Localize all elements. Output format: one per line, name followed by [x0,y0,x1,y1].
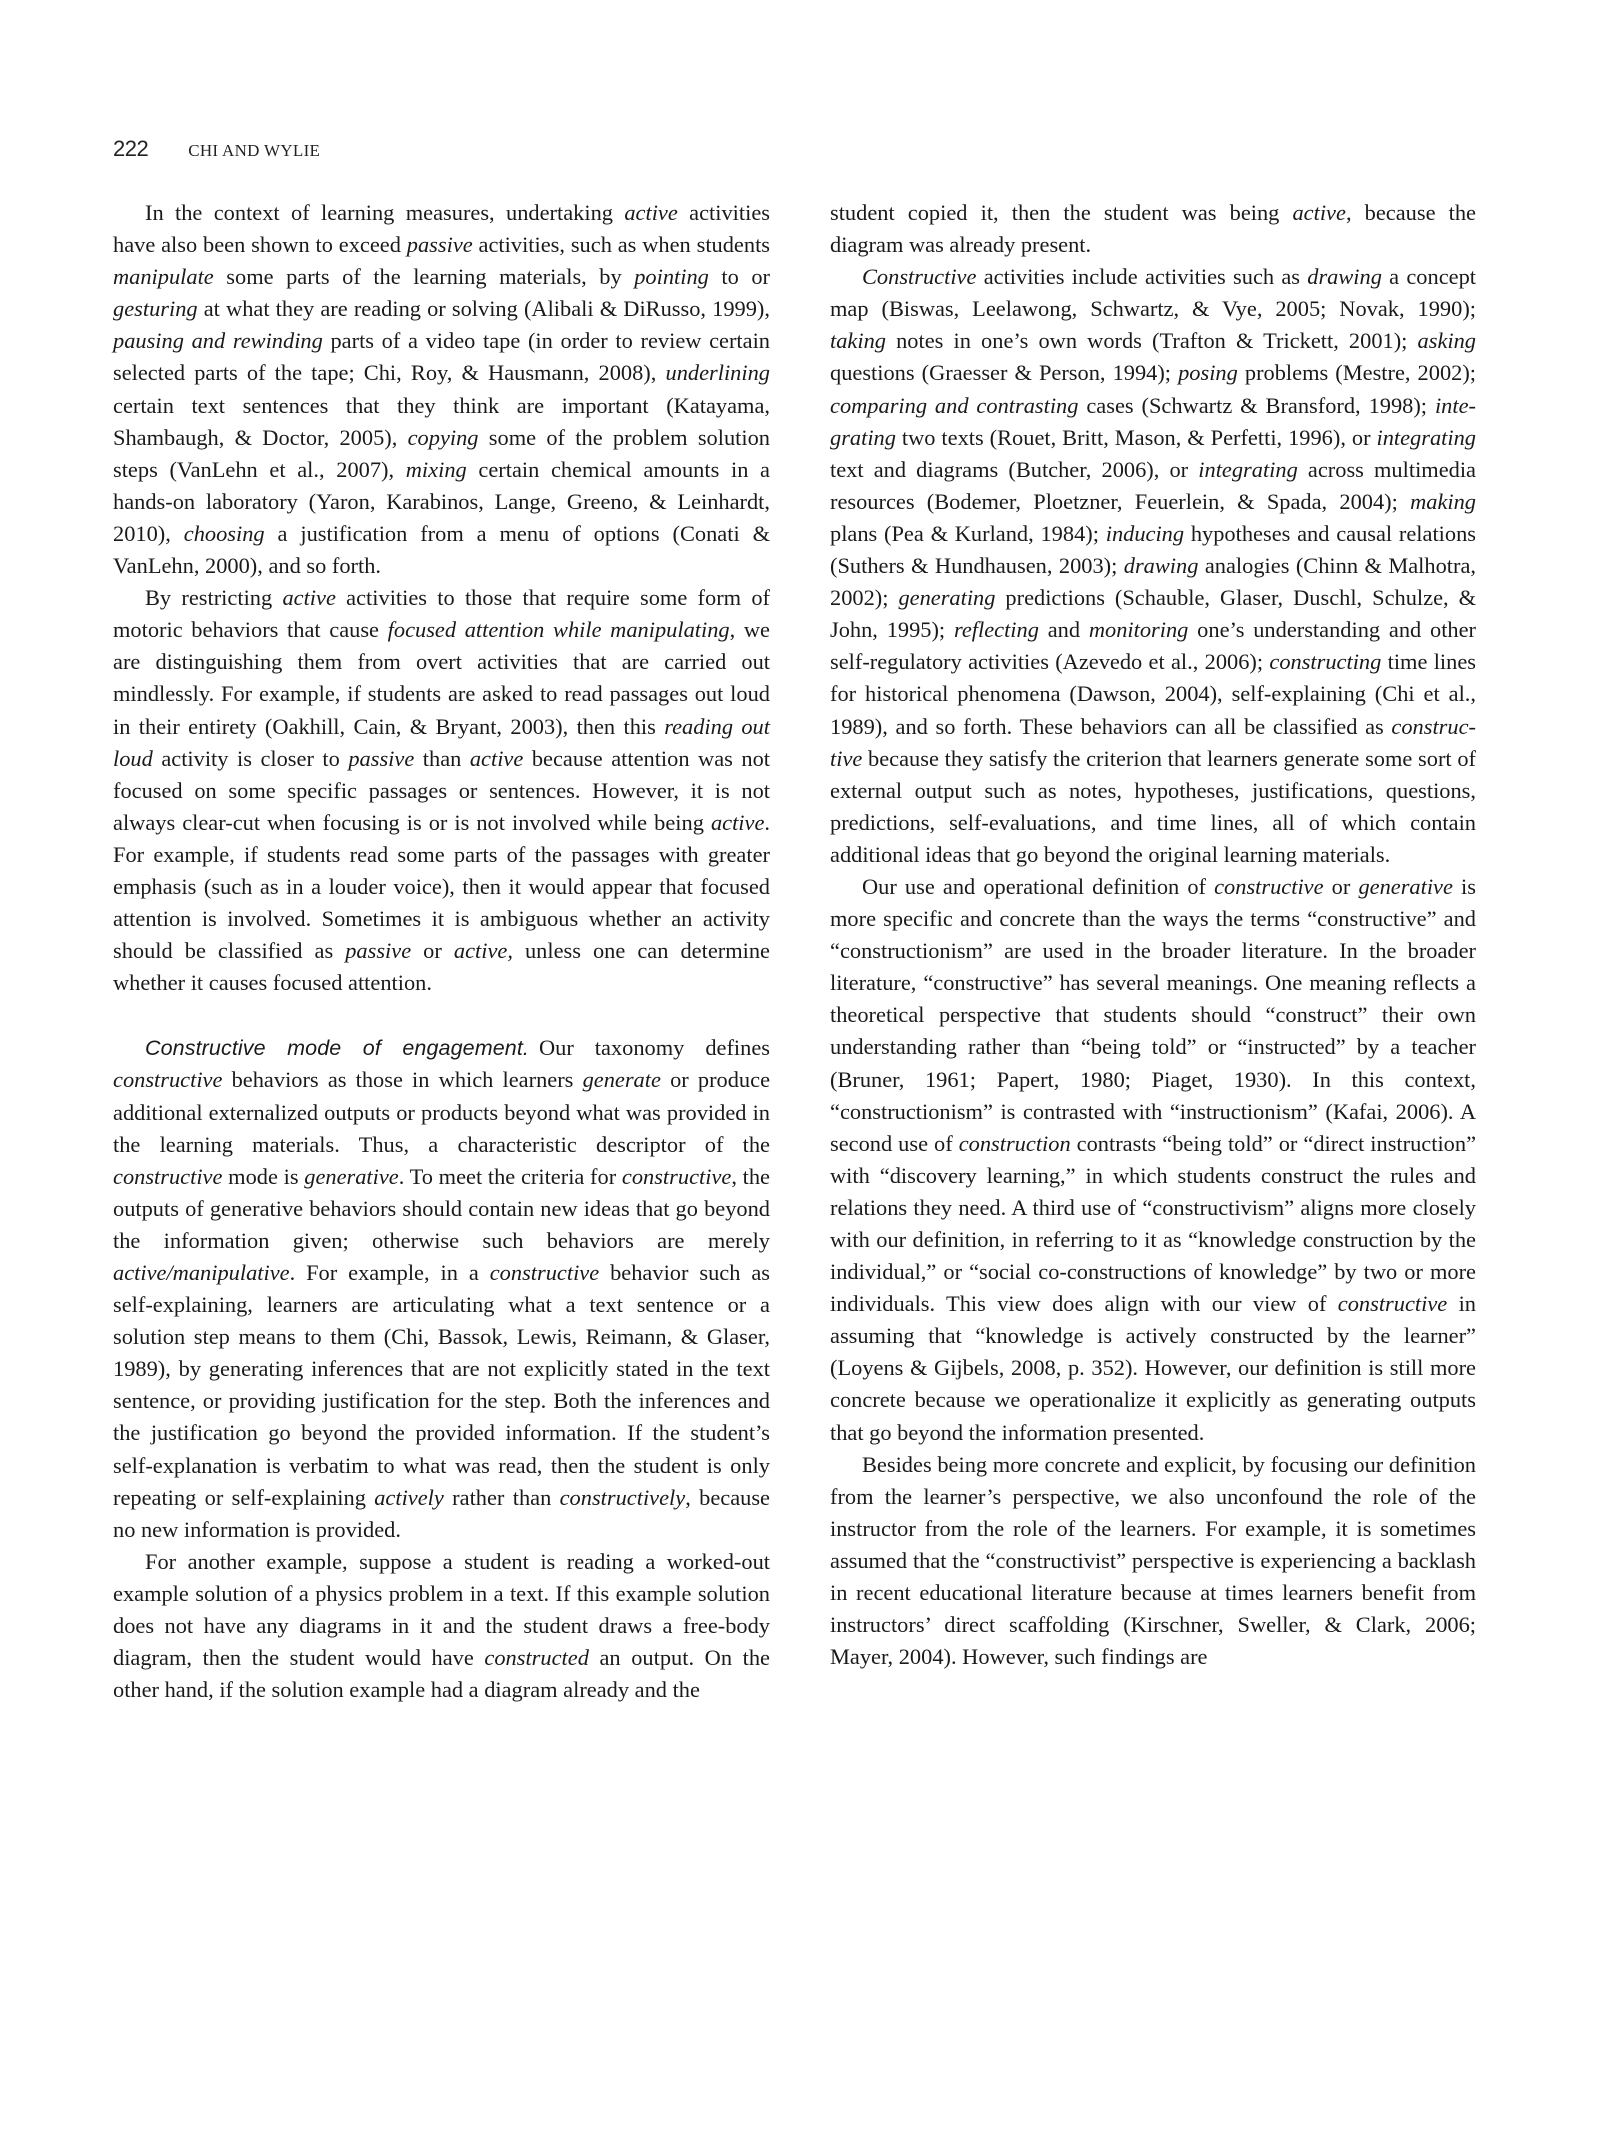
text-run: For another example, suppose a student is reading a worked-out example solution of a physics problem in a text. If this example solution does not have any diagrams in it and the student draws a free-body diagram, then the student would have [113,1548,770,1671]
text-run: , we are distinguishing them from overt activities that are carried out mindlessly. For example, if students are asked to read passages out loud in their entirety (Oakhill, Cain, & Bryant, 2003), then this [113,617,770,739]
right-column [830,197,1476,1673]
text-run: contrasts “being told” or “direct instruction” with “discovery learning,” in which students construct the rules and relations they need. A third use of “constructivism” aligns more closely with our definition, in referring to it as “knowledge construction by the individual,” or “social co-constructions of knowledge” by two or more individuals. This view does align with our view of [830,1130,1477,1317]
text-run: By restricting [145,585,283,611]
text-run: activities to those that require some form of motoric behaviors that cause [113,585,770,643]
text-run: activities, such as when students [472,232,771,258]
italic-text: constructive [621,1163,732,1189]
text-run: at what they are reading or solving (Alibali & DiRusso, 1999), [197,296,770,322]
italic-text: monitoring [1088,617,1189,643]
text-run: plans (Pea & Kurland, 1984); [830,520,1106,546]
italic-text: active/manipulative [113,1260,290,1285]
italic-text: inducing [1105,520,1185,546]
italic-text: Constructive [862,264,977,290]
text-run: rather than [443,1484,560,1510]
italic-text: making [1410,488,1476,514]
text-run: cases (Schwartz & Bransford, 1998); [1078,392,1435,418]
text-run: activities include activities such as [976,264,1308,290]
italic-text: drawing [1123,553,1199,579]
italic-text: pausing and rewinding [113,328,323,354]
italic-text: active [1292,200,1346,225]
italic-text: active [282,585,336,611]
text-run: a concept map (Biswas, Leelawong, Schwartz, & Vye, 2005; Novak, 1990); [830,264,1476,322]
text-run: . To meet the criteria for [398,1163,622,1189]
italic-text: comparing and contrasting [830,392,1079,418]
text-run: student copied it, then the student was being [830,200,1293,225]
text-run: parts of a video tape (in order to review certain selected parts of the tape; Chi, Roy, & Hausmann, 2008), [113,328,770,386]
text-run: than [414,745,470,771]
italic-text: passive [345,938,412,964]
text-run: analogies (Chinn & Malhotra, 2002); [830,553,1476,611]
text-run: activities have also been shown to exceed [113,200,770,258]
body-paragraph [113,582,770,999]
italic-text: pointing [634,264,709,290]
italic-text: active [469,745,524,771]
text-run: is more specific and concrete than the ways the terms “constructive” and “constructionism” are used in the broader literature. In the broader literature, “constructive” has several meanings. One meaning reflects a theoretical perspective that students should “construct” their own understanding rather than “being told” or “instructed” by a teacher (Bruner, 1961; Papert, 1980; Piaget, 1930). In this context, “constructionism” is contrasted with “instructionism” (Kafai, 2006). A second use of [830,873,1476,1156]
text-run: two texts (Rouet, Britt, Mason, & Perfetti, 1996), or [895,424,1377,450]
text-run: or [411,938,454,964]
italic-text: reflecting [953,617,1039,643]
italic-text: reading out loud [113,713,770,771]
running-head: CHI AND WYLIE [188,141,321,160]
text-run: problems (Mestre, 2002); [1237,360,1477,386]
italic-text: constructive [1337,1291,1448,1317]
text-run: in assuming that “knowledge is actively constructed by the learner” (Loyens & Gijbels, 2008, p. 352). However, our definition is still more concrete because we operationalize it explicitly as generating outputs that go beyond the information presented. [830,1291,1476,1445]
page-header [113,136,320,170]
text-run: . For example, if students read some parts of the passages with greater emphasis (such as in a louder voice), then it would appear that focused attention is involved. Sometimes it is ambiguous whether an activity should be classified as [113,809,770,964]
italic-text: constructive [830,713,1476,771]
italic-text: constructed [484,1645,589,1671]
text-run: some parts of the learning materials, by [213,264,635,290]
italic-text: posing [1178,360,1238,386]
text-run: Besides being more concrete and explicit, by focusing our definition from the learner’s perspective, we also unconfound the role of the instructor from the role of the learners. For example, it is sometimes assumed that the “constructivist” perspective is experiencing a backlash in recent educational literature because at times learners benefit from instructors’ direct scaffolding (Kirschner, Sweller, & Clark, 2006; Mayer, 2004). However, such findings are [830,1451,1476,1670]
body-paragraph [113,1032,770,1546]
italic-text: generative [1358,873,1453,899]
text-run: behaviors as those in which learners [222,1067,583,1093]
italic-text: constructing [1269,649,1382,675]
body-paragraph [830,197,1476,261]
italic-text: active [710,809,765,835]
text-run: hypotheses and causal relations (Suthers & Hundhausen, 2003); [830,520,1477,579]
italic-text: actively [374,1484,444,1510]
italic-text: manipulate [113,264,214,290]
italic-text: focused attention while manipulating [387,617,730,643]
text-run: certain chemical amounts in a hands-on laboratory (Yaron, Karabinos, Lange, Greeno, & Leinhardt, 2010), [113,456,770,546]
text-run: notes in one’s own words (Trafton & Trickett, 2001); [885,328,1418,354]
body-paragraph [113,1546,770,1706]
italic-text: taking [830,328,886,354]
italic-text: drawing [1307,264,1382,290]
text-run: or produce additional externalized outputs or products beyond what was provided in the learning materials. Thus, a characteristic descriptor of the [113,1067,771,1157]
text-run: predictions (Schauble, Glaser, Duschl, Schulze, & John, 1995); [830,585,1476,643]
text-run: a justification from a menu of options (Conati & VanLehn, 2000), and so forth. [113,520,770,579]
italic-text: underlining [665,360,770,386]
text-run: . For example, in a [289,1260,490,1285]
italic-text: passive [348,745,415,771]
text-run: time lines for historical phenomena (Dawson, 2004), self-explaining (Chi et al., 1989), and so forth. These behaviors can all be classified as [830,649,1476,739]
italic-text: integrating [1376,424,1476,450]
text-run: some of the problem solution steps (VanLehn et al., 2007), [113,424,770,482]
body-paragraph [113,197,770,582]
text-run: across multimedia resources (Bodemer, Ploetzner, Feuerlein, & Spada, 2004); [830,456,1476,514]
text-run: because attention was not focused on some specific passages or sentences. However, it is not always clear-cut when focusing is or is not involved while being [113,745,771,835]
body-paragraph [830,261,1476,871]
text-run: Our use and operational definition of [862,873,1215,899]
italic-text: constructively [559,1484,686,1510]
text-run: behavior such as self-explaining, learners are articulating what a text sentence or a solution step means to them (Chi, Bassok, Lewis, Reimann, & Glaser, 1989), by generating inferences that are not explicitly stated in the text sentence, or providing justification for the step. Both the inferences and the justification go beyond the provided information. If the student’s self-explanation is verbatim to what was read, then the student is only repeating or self-explaining [113,1260,770,1510]
italic-text: active, [453,938,513,964]
body-paragraph [830,871,1476,1449]
text-run: unless one can determine whether it causes focused attention. [113,938,770,996]
text-run: one’s understanding and other self-regulatory activities (Azevedo et al., 2006); [830,617,1477,675]
text-run: certain text sentences that they think are important (Katayama, Shambaugh, & Doctor, 2005), [113,392,770,450]
italic-text: asking [1417,328,1476,354]
italic-text: generate [582,1067,661,1093]
italic-text: generative [304,1163,399,1189]
italic-text: passive [406,232,473,258]
text-run: , the outputs of generative behaviors should contain new ideas that go beyond the information given; otherwise such behaviors are merely [113,1163,770,1253]
italic-text: copying [407,424,479,450]
italic-text: construction [958,1130,1071,1156]
text-run: Our taxonomy defines [539,1035,770,1061]
text-run: activity is closer to [152,745,349,771]
italic-text: constructive [113,1067,223,1093]
body-paragraph [830,1449,1476,1674]
text-run: , because no new information is provided. [113,1484,770,1542]
italic-text: constructive [113,1163,223,1189]
text-run: , because the diagram was already present. [830,200,1476,258]
italic-text: constructive [489,1260,600,1285]
left-column [113,197,770,1706]
italic-text: integrating [830,392,1476,450]
text-run: text and diagrams (Butcher, 2006), or [830,456,1199,482]
text-run: an output. On the other hand, if the solution example had a diagram already and the [113,1645,770,1703]
section-heading: Constructive mode of engagement. [145,1036,529,1061]
text-run: because they satisfy the criterion that learners generate some sort of external output such as notes, hypotheses, justifications, questions, predictions, self-evaluations, and time lines, all of which contain additional ideas that go beyond the original learning materials. [830,745,1476,867]
page-number: 222 [113,136,149,161]
italic-text: gesturing [113,296,198,322]
text-run: or [1323,873,1359,899]
text-run: mode is [222,1163,305,1189]
text-run: to or [708,264,770,290]
text-run: questions (Graesser & Person, 1994); [830,360,1179,386]
italic-text: generating [898,585,996,611]
text-run: In the context of learning measures, undertaking [145,200,625,225]
italic-text: mixing [405,456,467,482]
text-run: and [1038,617,1089,643]
italic-text: choosing [183,520,265,546]
italic-text: active [624,200,678,225]
italic-text: constructive [1214,873,1324,899]
italic-text: integrating [1198,456,1298,482]
